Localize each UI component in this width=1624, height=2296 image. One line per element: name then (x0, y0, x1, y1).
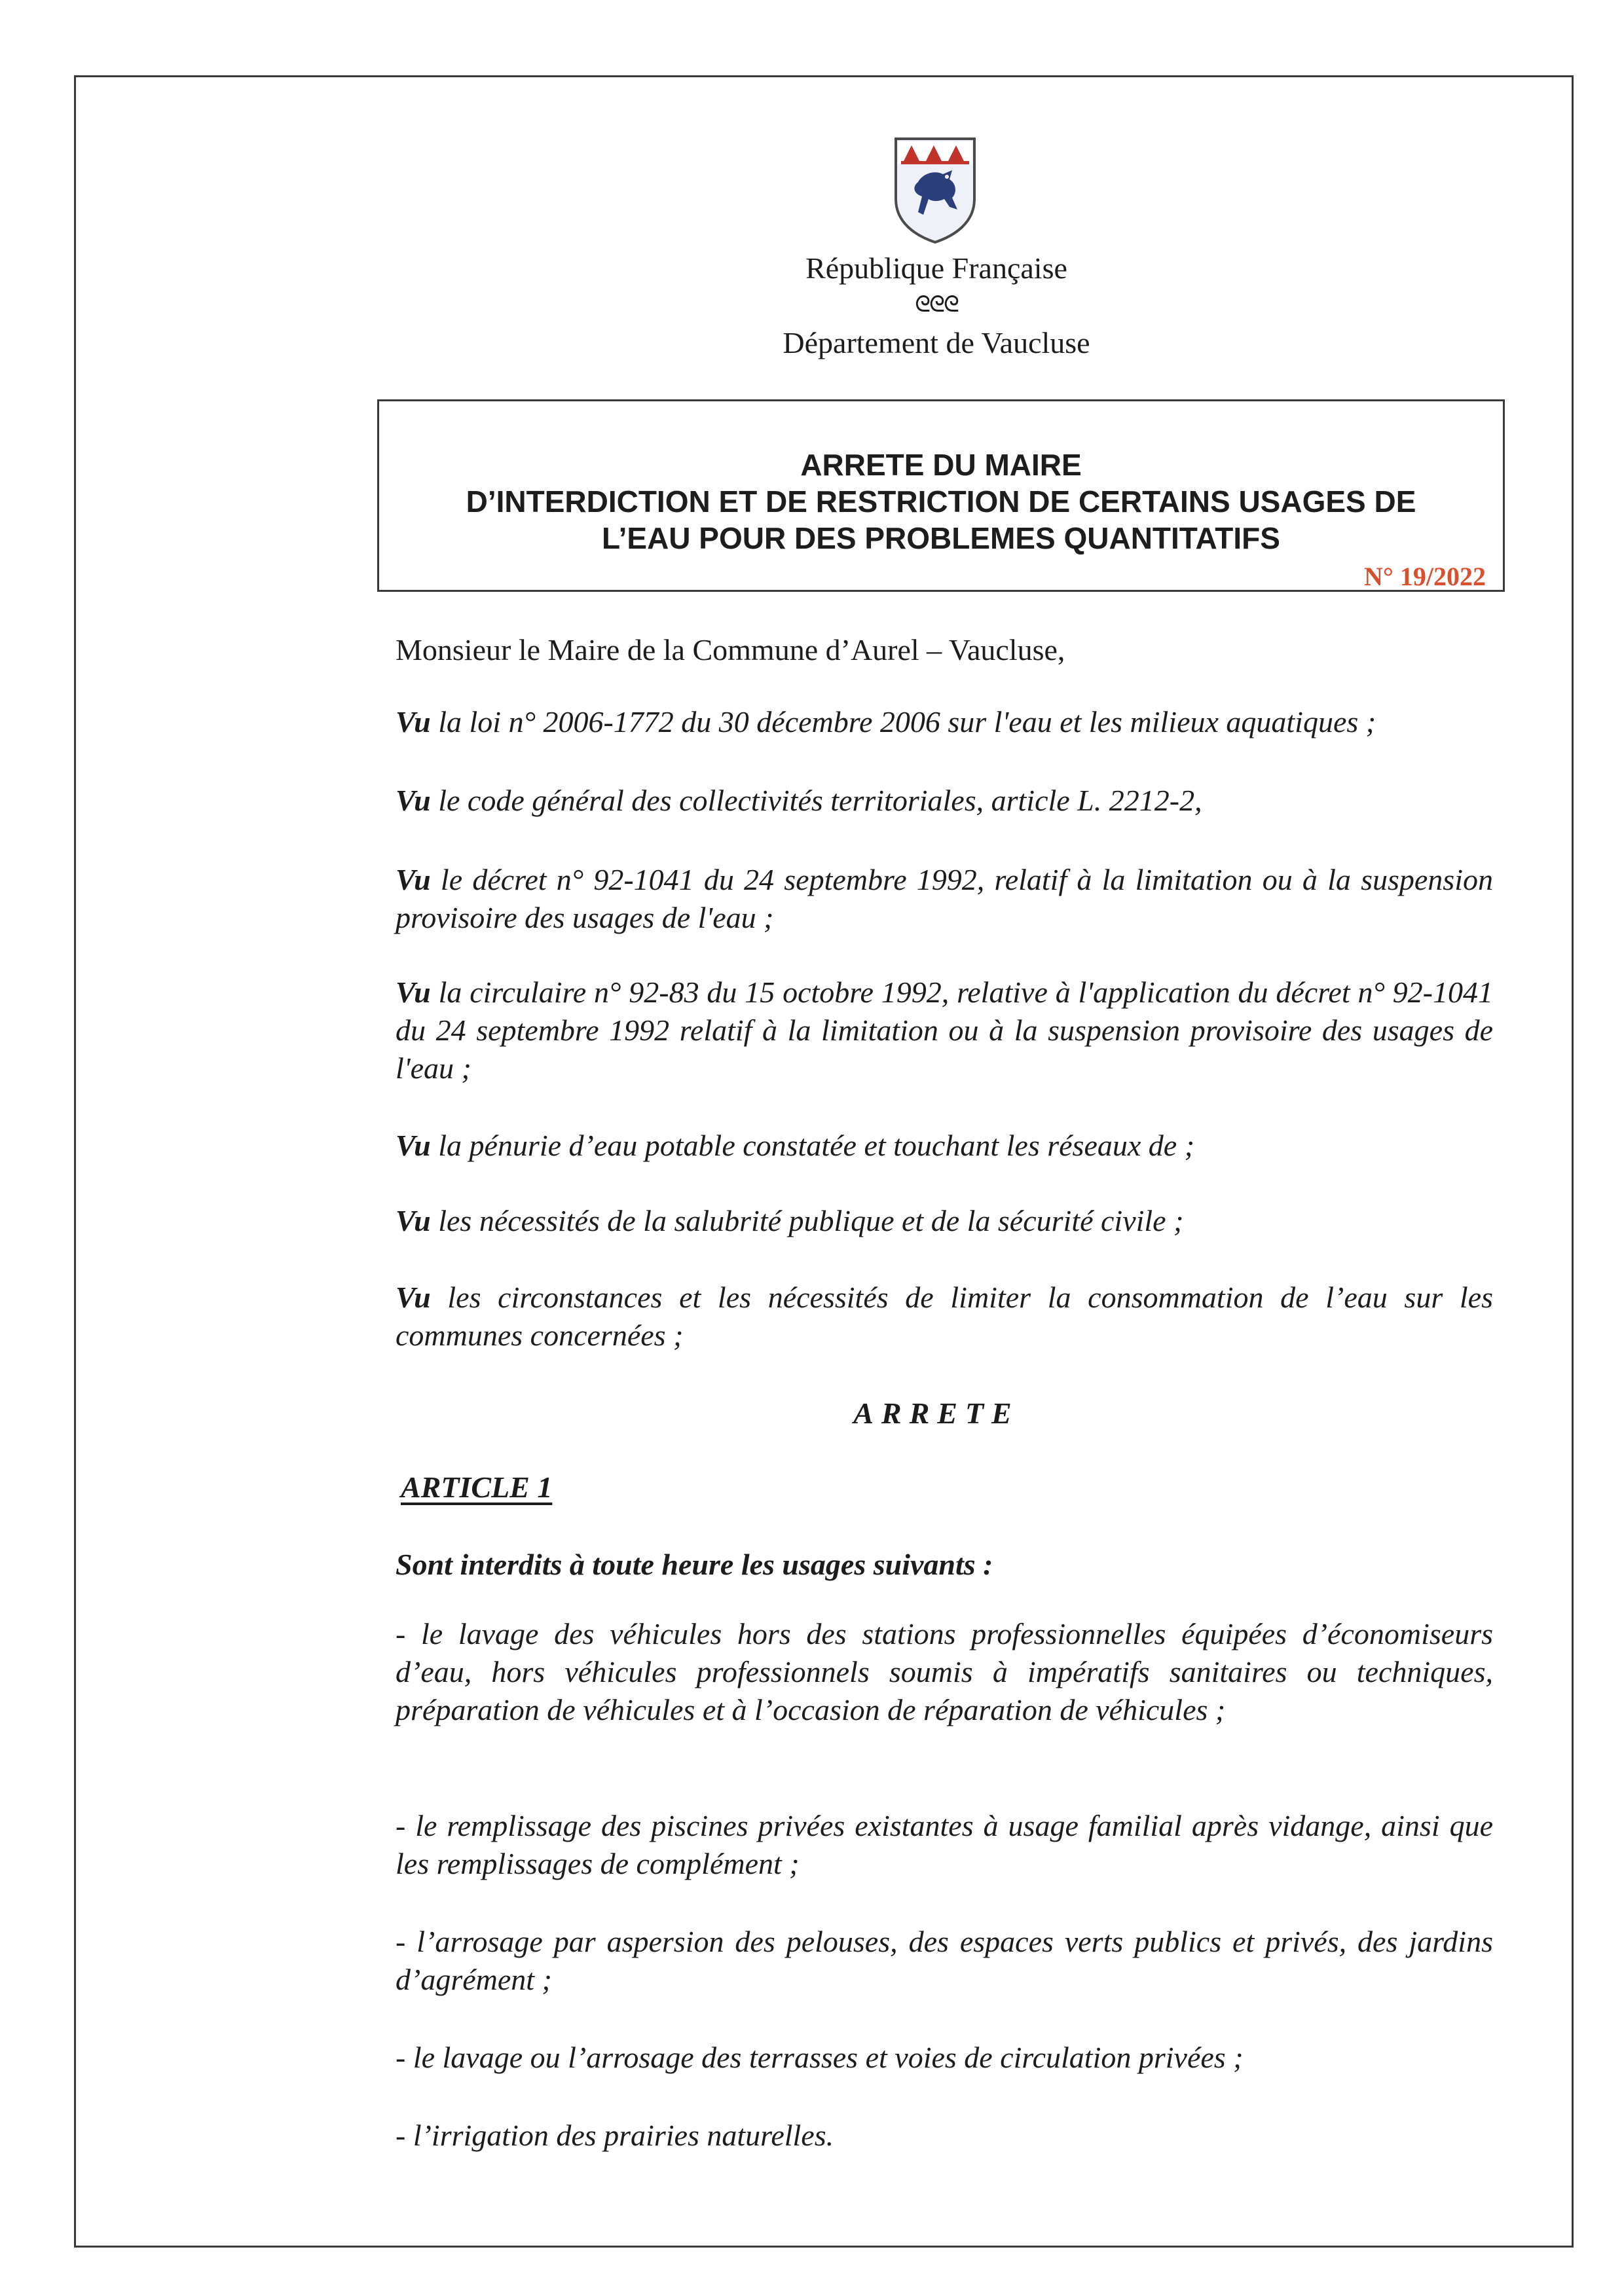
consideration-7 (396, 1279, 1493, 1355)
consideration-1 (396, 703, 1493, 741)
consideration-4 (396, 974, 1493, 1087)
consideration-lead: Vu (396, 1281, 431, 1314)
consideration-lead: Vu (396, 1129, 431, 1162)
consideration-5 (396, 1127, 1493, 1165)
consideration-lead: Vu (396, 705, 431, 738)
decree-number: N° 19/2022 (1364, 562, 1486, 591)
consideration-text: la circulaire n° 92-83 du 15 octobre 1992, relative à l'application du décret n° 92-1041 du 24 septembre 1992 relatif à la limitation ou à la suspension provisoire des usages de l'eau ; (396, 975, 1493, 1085)
consideration-2 (396, 782, 1493, 820)
consideration-lead: Vu (396, 863, 431, 896)
consideration-text: la loi n° 2006-1772 du 30 décembre 2006 sur l'eau et les milieux aquatiques ; (430, 705, 1376, 738)
title-line-1: ARRETE DU MAIRE (800, 448, 1082, 482)
title-line-3: L’EAU POUR DES PROBLEMES QUANTITATIFS (602, 521, 1280, 555)
consideration-3 (396, 861, 1493, 937)
consideration-text: les circonstances et les nécessités de limiter la consommation de l’eau sur les communes concernées ; (396, 1281, 1493, 1352)
article-1-heading: ARTICLE 1 (401, 1470, 553, 1504)
consideration-text: la pénurie d’eau potable constatée et touchant les réseaux de ; (430, 1129, 1195, 1162)
consideration-text: le code général des collectivités territoriales, article L. 2212-2, (430, 784, 1202, 817)
intro-line: Monsieur le Maire de la Commune d’Aurel – Vaucluse, (396, 633, 1065, 666)
title-line-2: D’INTERDICTION ET DE RESTRICTION DE CERTAINS USAGES DE (466, 484, 1416, 519)
consideration-text: les nécessités de la salubrité publique et de la sécurité civile ; (430, 1204, 1184, 1237)
article-1-item-1: - le lavage des véhicules hors des stations professionnelles équipées d’économiseurs d’eau, hors véhicules professionnels soumis à impératifs sanitaires ou techniques, préparation de véhicules et à l’occasion de réparation de véhicules ; (396, 1617, 1493, 1726)
article-1-item-2: - le remplissage des piscines privées existantes à usage familial après vidange, ainsi que les remplissages de complément ; (396, 1809, 1493, 1880)
article-1-item-4: - le lavage ou l’arrosage des terrasses et voies de circulation privées ; (396, 2041, 1244, 2074)
title-box (377, 399, 1505, 592)
consideration-6 (396, 1202, 1493, 1240)
republic-label: République Française (805, 251, 1067, 285)
article-1-item-5: - l’irrigation des prairies naturelles. (396, 2119, 834, 2152)
consideration-lead: Vu (396, 975, 431, 1009)
department-label: Département de Vaucluse (783, 326, 1090, 359)
article-1-item-3: - l’arrosage par aspersion des pelouses, des espaces verts publics et privés, des jardins d’agrément ; (396, 1925, 1493, 1996)
header-ornament: ᘓᘓᘓ (915, 293, 958, 317)
consideration-lead: Vu (396, 784, 431, 817)
article-1-subheading: Sont interdits à toute heure les usages suivants : (396, 1548, 993, 1581)
consideration-lead: Vu (396, 1204, 431, 1237)
consideration-text: le décret n° 92-1041 du 24 septembre 1992, relatif à la limitation ou à la suspension provisoire des usages de l'eau ; (396, 863, 1493, 934)
coat-of-arms-icon (892, 136, 978, 245)
arrete-heading: ARRETE (853, 1396, 1020, 1430)
